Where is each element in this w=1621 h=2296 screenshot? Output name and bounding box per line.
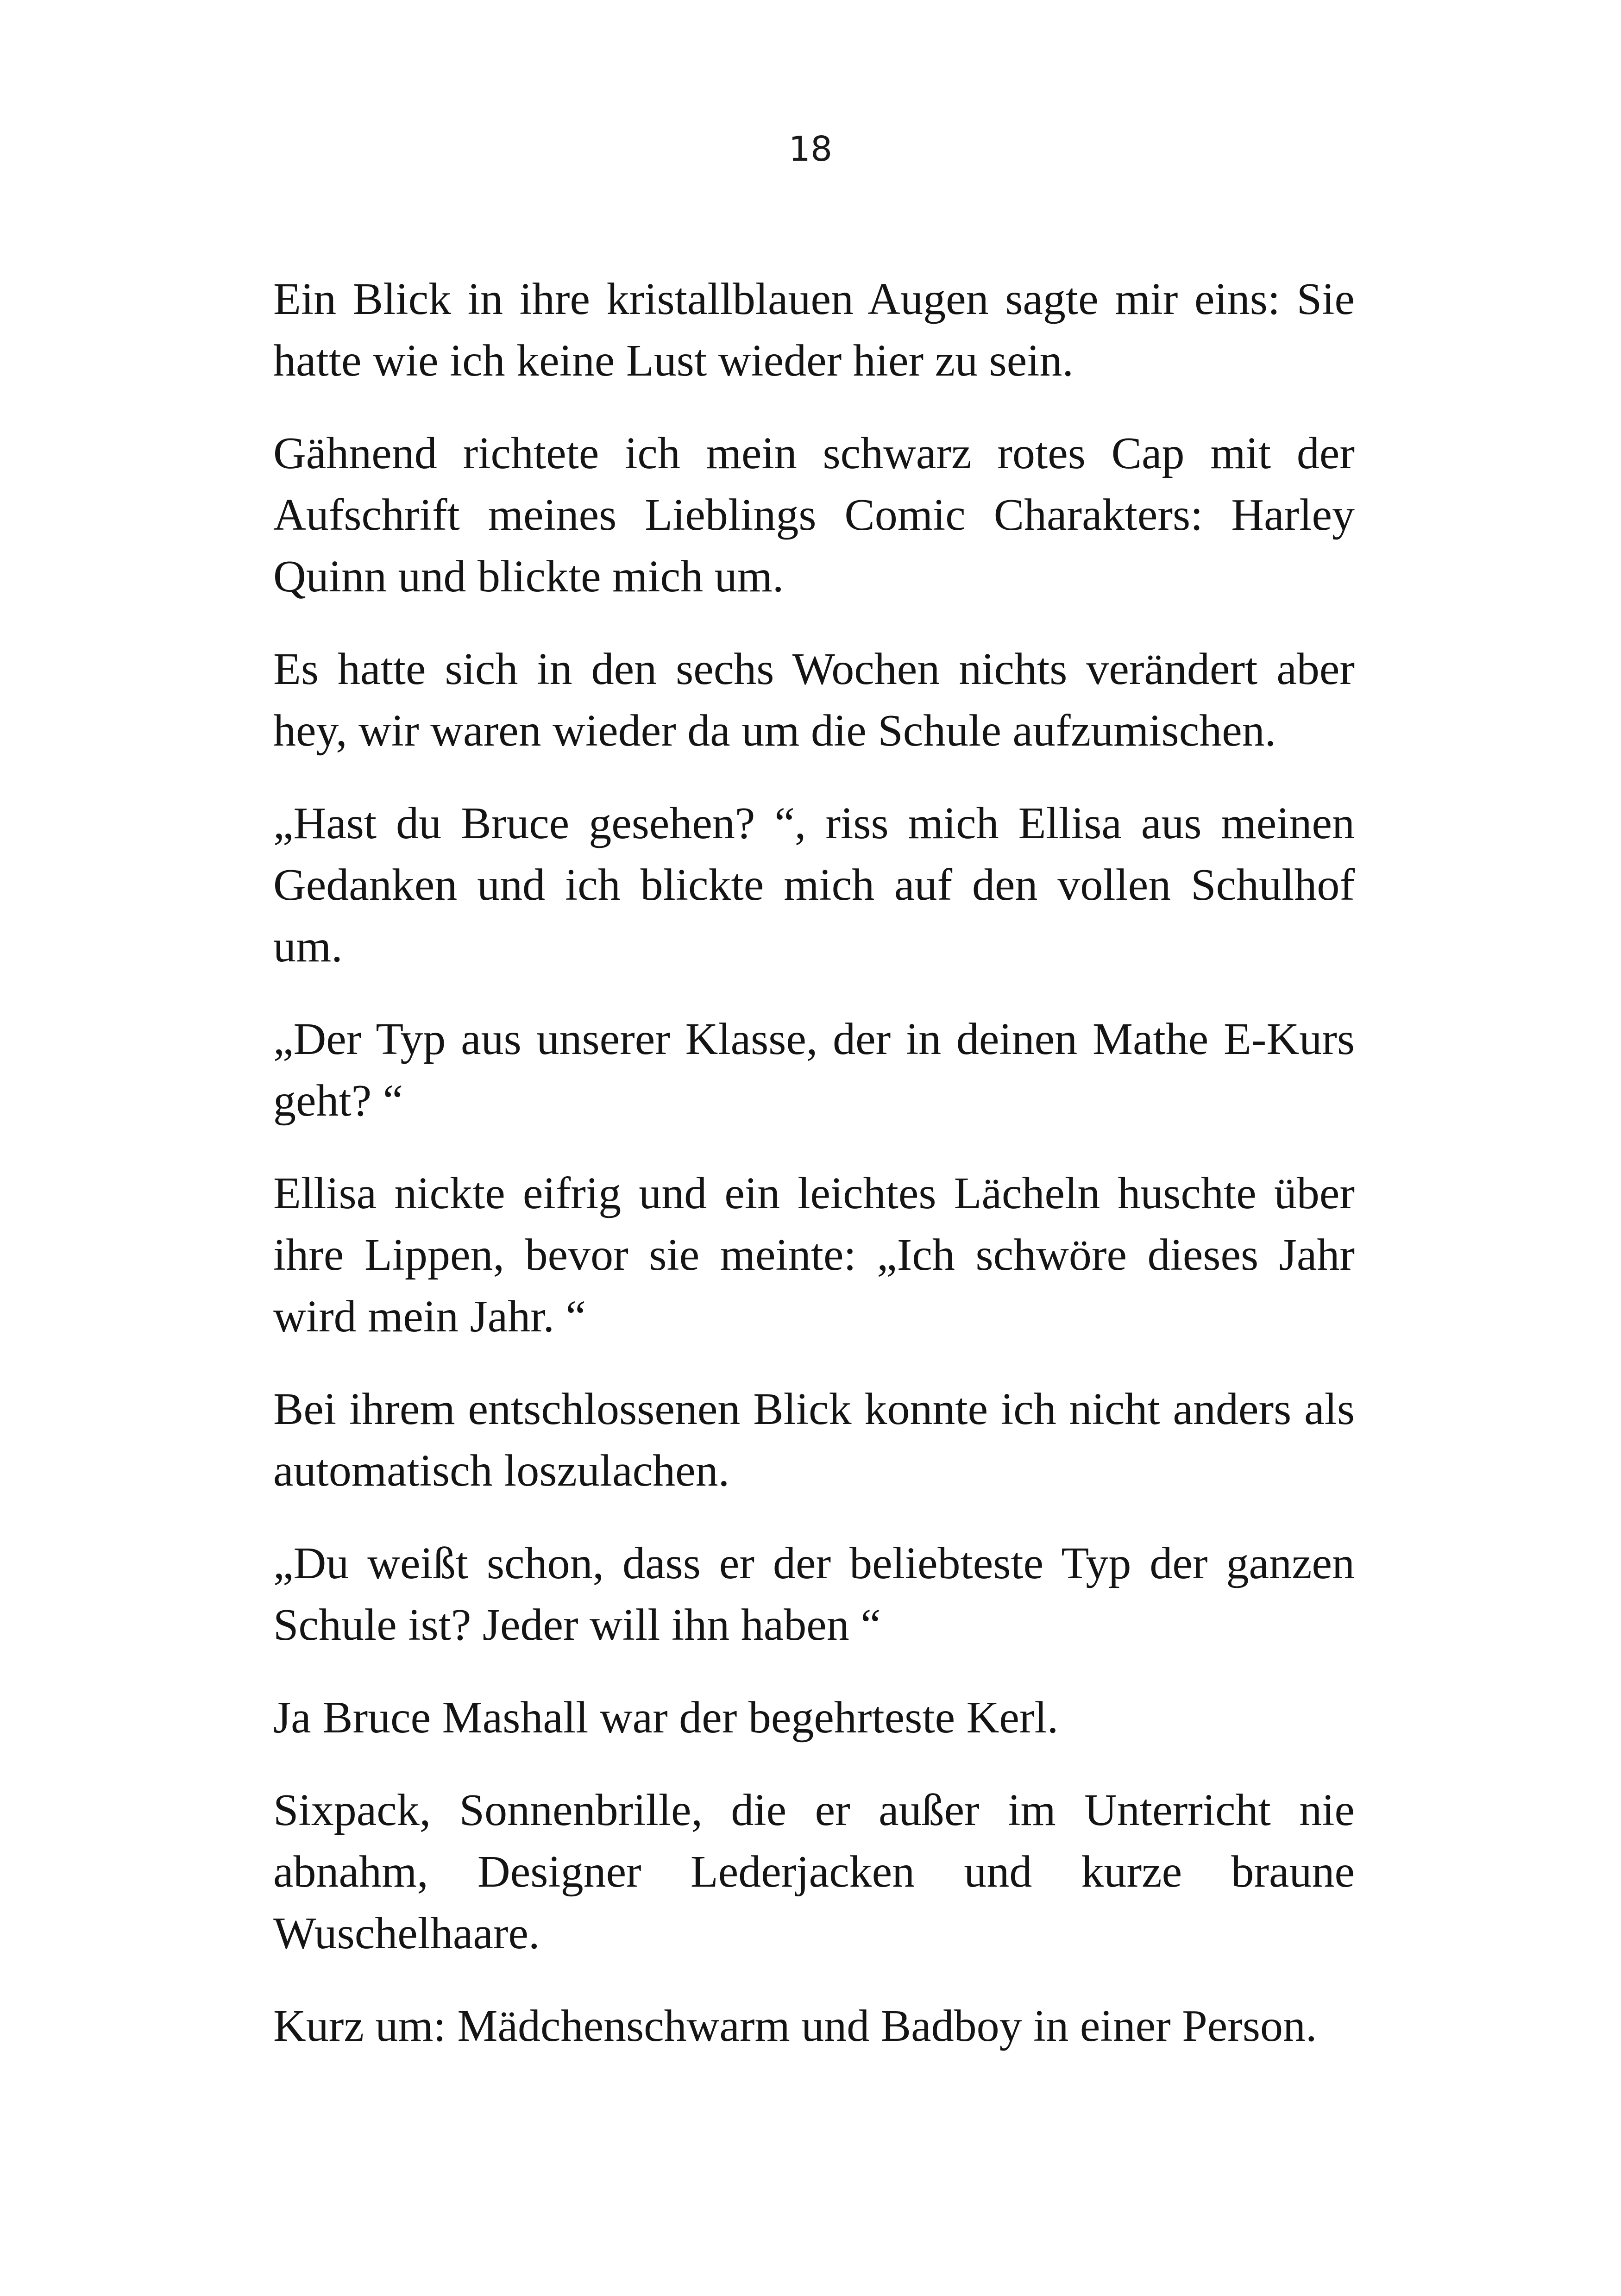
paragraph-6: Ellisa nickte eifrig und ein leichtes Lächeln huschte über ihre Lippen, bevor sie meinte: „Ich schwöre dieses Jahr wird mein Jahr. “ [273, 1168, 1355, 1342]
body-text [273, 269, 1355, 2088]
page-number: 18 [788, 129, 833, 169]
paragraph-10: Sixpack, Sonnenbrille, die er außer im Unterricht nie abnahm, Designer Lederjacken und kurze braune Wuschelhaare. [273, 1785, 1355, 1958]
paragraph-8: „Du weißt schon, dass er der beliebteste Typ der ganzen Schule ist? Jeder will ihn haben “ [273, 1538, 1355, 1650]
paragraph-4: „Hast du Bruce gesehen? “, riss mich Ellisa aus meinen Gedanken und ich blickte mich auf den vollen Schulhof um. [273, 798, 1355, 972]
paragraph-11: Kurz um: Mädchenschwarm und Badboy in einer Person. [273, 2001, 1317, 2051]
paragraph-7: Bei ihrem entschlossenen Blick konnte ich nicht anders als automatisch loszulachen. [273, 1384, 1355, 1496]
paragraph-5: „Der Typ aus unserer Klasse, der in deinen Mathe E-Kurs geht? “ [273, 1014, 1355, 1126]
paragraph-2: Gähnend richtete ich mein schwarz rotes Cap mit der Aufschrift meines Lieblings Comic Charakters: Harley Quinn und blickte mich um. [273, 428, 1355, 602]
paragraph-9: Ja Bruce Mashall war der begehrteste Kerl. [273, 1693, 1059, 1743]
paragraph-1: Ein Blick in ihre kristallblauen Augen sagte mir eins: Sie hatte wie ich keine Lust wieder hier zu sein. [273, 274, 1355, 386]
paragraph-3: Es hatte sich in den sechs Wochen nichts verändert aber hey, wir waren wieder da um die Schule aufzumischen. [273, 644, 1355, 756]
